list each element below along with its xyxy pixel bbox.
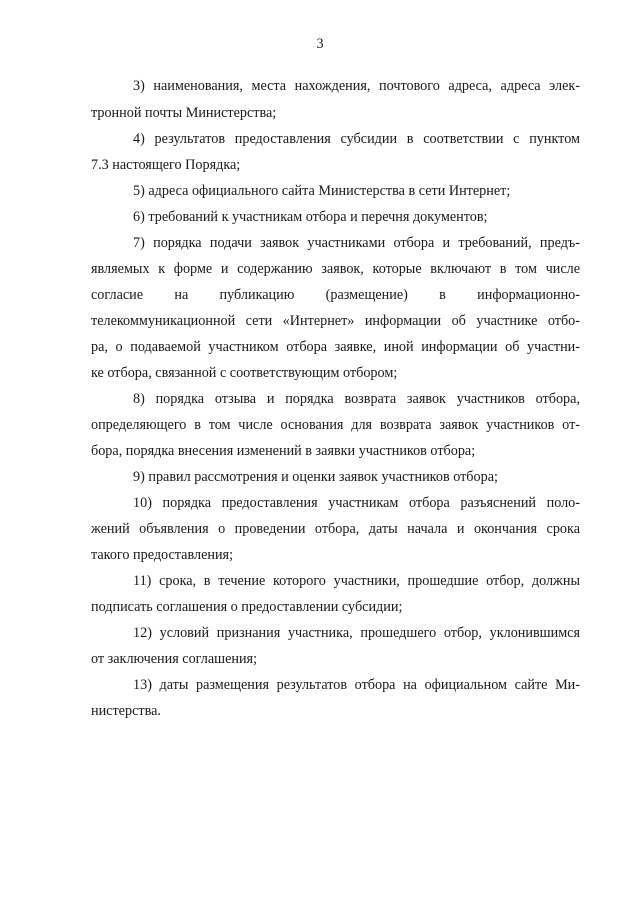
text-line: 13) даты размещения результатов отбора на официальном сайте Ми- [133, 677, 580, 693]
text-line: ке отбора, связанной с соответствующим отбором; [91, 365, 398, 381]
text-line: бора, порядка внесения изменений в заявки участников отбора; [91, 443, 476, 459]
page-number: 3 [316, 36, 324, 52]
text-line: 8) порядка отзыва и порядка возврата заявок участников отбора, [133, 391, 580, 407]
text-line: 7) порядка подачи заявок участниками отбора и требований, предъ- [133, 235, 580, 251]
text-line: 4) результатов предоставления субсидии в соответствии с пунктом [133, 131, 580, 147]
text-line: согласие на публикацию (размещение) в информационно- [91, 287, 580, 303]
text-line: 10) порядка предоставления участникам отбора разъяснений поло- [133, 495, 580, 511]
text-line: телекоммуникационной сети «Интернет» информации об участнике отбо- [91, 313, 580, 329]
text-line: подписать соглашения о предоставлении субсидии; [91, 599, 403, 615]
text-line: являемых к форме и содержанию заявок, которые включают в том числе [91, 261, 580, 277]
text-line: 3) наименования, места нахождения, почтового адреса, адреса элек- [133, 78, 580, 94]
text-line: 9) правил рассмотрения и оценки заявок участников отбора; [133, 469, 498, 485]
text-line: тронной почты Министерства; [91, 105, 277, 121]
text-line: нистерства. [91, 703, 161, 719]
text-line: определяющего в том числе основания для возврата заявок участников от- [91, 417, 580, 433]
text-line: 6) требований к участникам отбора и перечня документов; [133, 209, 488, 225]
text-line: ра, о подаваемой участником отбора заявке, иной информации об участни- [91, 339, 580, 355]
text-line: 7.3 настоящего Порядка; [91, 157, 241, 173]
text-line: 12) условий признания участника, прошедшего отбор, уклонившимся [133, 625, 580, 641]
text-line: 11) срока, в течение которого участники, прошедшие отбор, должны [133, 573, 580, 589]
text-line: от заключения соглашения; [91, 651, 258, 667]
text-line: такого предоставления; [91, 547, 234, 563]
text-line: жений объявления о проведении отбора, даты начала и окончания срока [91, 521, 580, 537]
text-line: 5) адреса официального сайта Министерства в сети Интернет; [133, 183, 511, 199]
